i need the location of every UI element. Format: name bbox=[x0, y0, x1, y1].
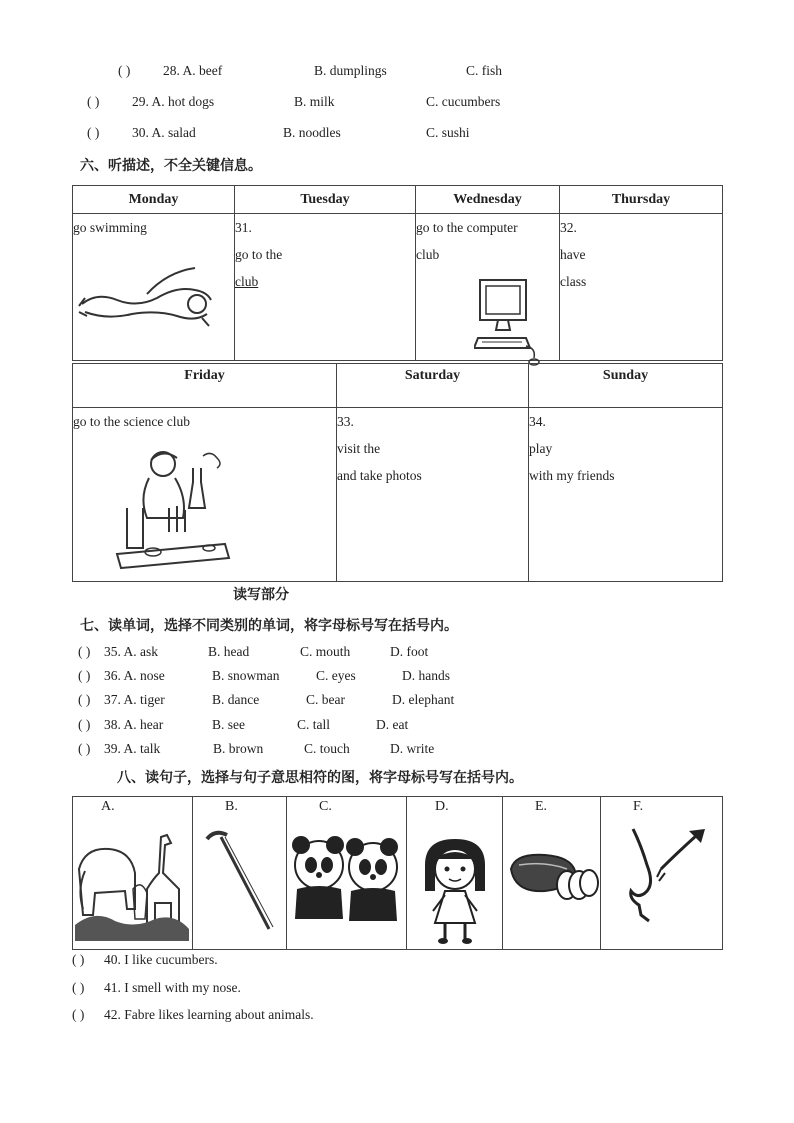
wednesday-cell bbox=[416, 214, 560, 361]
monday-activity: go swimming bbox=[73, 220, 147, 235]
answer-paren[interactable]: ( ) bbox=[78, 668, 91, 683]
option-b: B. milk bbox=[294, 94, 335, 109]
day-tuesday: Tuesday bbox=[235, 186, 416, 214]
day-wednesday: Wednesday bbox=[416, 186, 560, 214]
section-7-title: 七、读单词，选择不同类别的单词，将字母标号写在括号内。 bbox=[80, 618, 458, 634]
answer-paren[interactable]: ( ) bbox=[87, 125, 100, 140]
option-c: C. tall bbox=[297, 717, 330, 732]
sunday-cell bbox=[529, 408, 723, 582]
option-c: C. cucumbers bbox=[426, 94, 501, 109]
wednesday-line-1: go to the computer bbox=[416, 220, 518, 235]
section-6-title: 六、听描述，不全关键信息。 bbox=[80, 158, 262, 174]
saturday-line-3: and take photos bbox=[337, 468, 422, 483]
option-a: 28. A. beef bbox=[163, 63, 223, 78]
option-b: B. snowman bbox=[212, 668, 280, 683]
blank-34: 34. bbox=[529, 414, 546, 429]
option-d: D. write bbox=[390, 741, 435, 756]
schedule-table-2 bbox=[72, 363, 723, 582]
pandas-icon bbox=[289, 833, 403, 923]
picture-d-label: D. bbox=[435, 799, 449, 814]
option-c: C. fish bbox=[466, 63, 503, 78]
answer-paren[interactable]: ( ) bbox=[78, 692, 91, 707]
answer-paren[interactable]: ( ) bbox=[78, 644, 91, 659]
option-c: C. touch bbox=[304, 741, 350, 756]
computer-icon bbox=[474, 276, 544, 366]
answer-paren[interactable]: ( ) bbox=[72, 952, 85, 967]
thursday-cell bbox=[560, 214, 723, 361]
blank-32: 32. bbox=[560, 220, 577, 235]
picture-c-label: C. bbox=[319, 799, 332, 814]
day-monday: Monday bbox=[73, 186, 235, 214]
sentence: 42. Fabre likes learning about animals. bbox=[104, 1007, 314, 1022]
option-c: C. mouth bbox=[300, 644, 351, 659]
tuesday-cell bbox=[235, 214, 416, 361]
option-d: D. hands bbox=[402, 668, 450, 683]
option-d: D. foot bbox=[390, 644, 429, 659]
walking-stick-icon bbox=[203, 825, 279, 935]
blank-31: 31. bbox=[235, 220, 252, 235]
friday-activity: go to the science club bbox=[73, 414, 190, 429]
option-b: B. dance bbox=[212, 692, 260, 707]
option-b: B. noodles bbox=[283, 125, 341, 140]
sunday-line-2: play bbox=[529, 441, 553, 456]
picture-d-cell bbox=[407, 797, 503, 950]
option-d: D. eat bbox=[376, 717, 409, 732]
science-lab-icon bbox=[113, 448, 233, 573]
monday-cell bbox=[73, 214, 235, 361]
option-a: 36. A. nose bbox=[104, 668, 165, 683]
picture-table bbox=[72, 796, 723, 950]
answer-paren[interactable]: ( ) bbox=[78, 717, 91, 732]
day-saturday: Saturday bbox=[337, 364, 529, 408]
option-a: 39. A. talk bbox=[104, 741, 161, 756]
picture-e-label: E. bbox=[535, 799, 548, 814]
cucumber-icon bbox=[505, 847, 599, 907]
option-c: C. eyes bbox=[316, 668, 356, 683]
picture-a-cell bbox=[73, 797, 193, 950]
day-friday: Friday bbox=[73, 364, 337, 408]
wednesday-line-2: club bbox=[416, 247, 440, 262]
sunday-line-3: with my friends bbox=[529, 468, 615, 483]
option-d: D. elephant bbox=[392, 692, 455, 707]
picture-f-label: F. bbox=[633, 799, 644, 814]
option-a: 29. A. hot dogs bbox=[132, 94, 215, 109]
option-b: B. brown bbox=[213, 741, 264, 756]
picture-b-label: B. bbox=[225, 799, 238, 814]
day-sunday: Sunday bbox=[529, 364, 723, 408]
option-a: 30. A. salad bbox=[132, 125, 196, 140]
schedule-table-1 bbox=[72, 185, 723, 361]
day-thursday: Thursday bbox=[560, 186, 723, 214]
option-b: B. see bbox=[212, 717, 245, 732]
nose-icon bbox=[617, 825, 711, 925]
option-c: C. sushi bbox=[426, 125, 470, 140]
option-c: C. bear bbox=[306, 692, 345, 707]
answer-paren[interactable]: ( ) bbox=[78, 741, 91, 756]
animals-icon bbox=[75, 829, 189, 941]
answer-paren[interactable]: ( ) bbox=[87, 94, 100, 109]
girl-icon bbox=[417, 835, 493, 947]
picture-a-label: A. bbox=[101, 799, 115, 814]
picture-e-cell bbox=[503, 797, 601, 950]
answer-paren[interactable]: ( ) bbox=[118, 63, 131, 78]
option-b: B. dumplings bbox=[314, 63, 387, 78]
option-b: B. head bbox=[208, 644, 250, 659]
option-a: 37. A. tiger bbox=[104, 692, 165, 707]
section-8-title: 八、读句子，选择与句子意思相符的图，将字母标号写在括号内。 bbox=[117, 770, 523, 786]
option-a: 35. A. ask bbox=[104, 644, 158, 659]
tuesday-line-3: club bbox=[235, 274, 259, 289]
picture-c-cell bbox=[287, 797, 407, 950]
swimmer-icon bbox=[77, 264, 217, 334]
sentence: 40. I like cucumbers. bbox=[104, 952, 218, 967]
blank-33: 33. bbox=[337, 414, 354, 429]
sentence: 41. I smell with my nose. bbox=[104, 980, 241, 995]
option-a: 38. A. hear bbox=[104, 717, 164, 732]
picture-b-cell bbox=[193, 797, 287, 950]
answer-paren[interactable]: ( ) bbox=[72, 1007, 85, 1022]
answer-paren[interactable]: ( ) bbox=[72, 980, 85, 995]
thursday-line-3: class bbox=[560, 274, 587, 289]
reading-writing-part-title: 读写部分 bbox=[233, 587, 289, 603]
friday-cell bbox=[73, 408, 337, 582]
saturday-line-2: visit the bbox=[337, 441, 381, 456]
thursday-line-2: have bbox=[560, 247, 586, 262]
picture-f-cell bbox=[601, 797, 723, 950]
saturday-cell bbox=[337, 408, 529, 582]
tuesday-line-2: go to the bbox=[235, 247, 283, 262]
